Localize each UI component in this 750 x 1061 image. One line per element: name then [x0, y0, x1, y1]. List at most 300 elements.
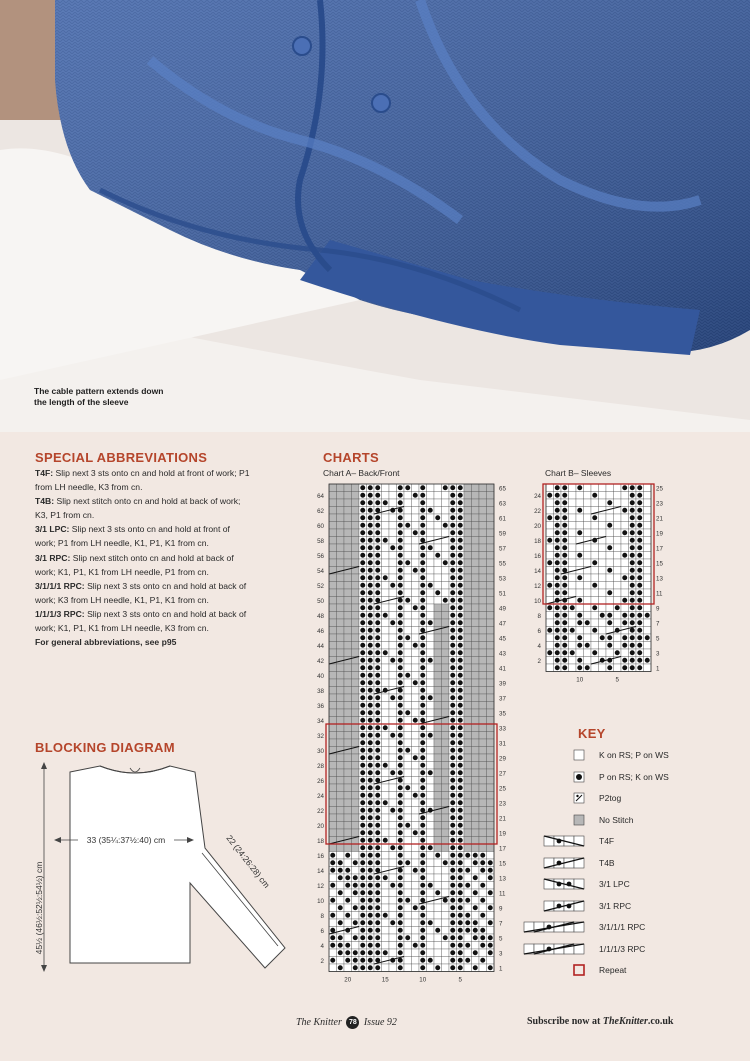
abbreviation-term: 3/1 LPC: [35, 524, 70, 535]
chart-cell [404, 664, 412, 672]
purl-dot [435, 515, 440, 520]
purl-dot [353, 905, 358, 910]
chart-cell [591, 634, 599, 642]
chart-cell [389, 679, 397, 687]
chart-cell [584, 514, 592, 522]
purl-dot [360, 838, 365, 843]
chart-cell [479, 822, 487, 830]
purl-dot [375, 710, 380, 715]
purl-dot [458, 515, 463, 520]
chart-cell [352, 582, 360, 590]
purl-dot [488, 905, 493, 910]
chart-cell [382, 642, 390, 650]
purl-dot [368, 665, 373, 670]
chart-cell [337, 807, 345, 815]
purl-dot [547, 583, 552, 588]
purl-dot [360, 725, 365, 730]
chart-cell [487, 529, 495, 537]
chart-cell [442, 852, 450, 860]
chart-cell [329, 619, 337, 627]
chart-cell [382, 889, 390, 897]
chart-cell [382, 484, 390, 492]
chart-cell [472, 567, 480, 575]
chart-cell [337, 784, 345, 792]
chart-cell [479, 739, 487, 747]
purl-dot [375, 643, 380, 648]
chart-cell [546, 612, 554, 620]
purl-dot [547, 538, 552, 543]
purl-dot [465, 958, 470, 963]
chart-cell [329, 724, 337, 732]
chart-cell [389, 852, 397, 860]
purl-dot [375, 860, 380, 865]
row-label-left: 14 [534, 567, 541, 575]
chart-cell [329, 544, 337, 552]
row-label-left: 26 [317, 777, 324, 785]
chart-cell [644, 567, 652, 575]
row-label-right: 13 [499, 875, 506, 883]
chart-cell [427, 514, 435, 522]
chart-cell [472, 559, 480, 567]
chart-cell [479, 732, 487, 740]
purl-dot [622, 530, 627, 535]
chart-cell [404, 582, 412, 590]
chart-cell [614, 492, 622, 500]
chart-cell [487, 604, 495, 612]
purl-dot [398, 673, 403, 678]
chart-cell [591, 499, 599, 507]
chart-cell [464, 904, 472, 912]
chart-cell [412, 649, 420, 657]
chart-cell [487, 582, 495, 590]
purl-dot [547, 650, 552, 655]
purl-dot [450, 650, 455, 655]
blocking-diagram-title: BLOCKING DIAGRAM [35, 740, 175, 755]
purl-dot [488, 868, 493, 873]
purl-dot [615, 605, 620, 610]
chart-a-subtitle: Chart A– Back/Front [323, 468, 400, 478]
chart-cell [352, 739, 360, 747]
purl-dot [375, 620, 380, 625]
row-label-right: 49 [499, 605, 506, 613]
purl-dot [570, 628, 575, 633]
purl-dot [390, 620, 395, 625]
purl-dot [383, 838, 388, 843]
purl-dot [375, 905, 380, 910]
chart-cell [599, 567, 607, 575]
chart-cell [329, 919, 337, 927]
chart-cell [614, 552, 622, 560]
chart-cell [464, 484, 472, 492]
chart-cell [442, 964, 450, 972]
chart-cell [389, 747, 397, 755]
purl-dot [622, 658, 627, 663]
chart-cell [352, 717, 360, 725]
purl-dot [637, 575, 642, 580]
purl-dot [562, 635, 567, 640]
chart-cell [464, 597, 472, 605]
purl-dot [368, 568, 373, 573]
purl-dot [398, 688, 403, 693]
purl-dot [637, 605, 642, 610]
row-label-left: 10 [534, 597, 541, 605]
purl-dot [458, 703, 463, 708]
chart-cell [382, 844, 390, 852]
chart-cell [434, 709, 442, 717]
chart-cell [389, 664, 397, 672]
row-label-left: 20 [317, 822, 324, 830]
purl-dot [375, 538, 380, 543]
chart-cell [427, 687, 435, 695]
chart-cell [464, 537, 472, 545]
purl-dot [562, 553, 567, 558]
purl-dot [488, 890, 493, 895]
purl-dot [375, 545, 380, 550]
chart-cell [434, 642, 442, 650]
chart-cell [487, 612, 495, 620]
rpc-3111-icon [524, 921, 594, 933]
chart-cell [464, 829, 472, 837]
purl-dot [360, 778, 365, 783]
chart-cell [434, 844, 442, 852]
purl-dot [465, 868, 470, 873]
purl-dot [630, 658, 635, 663]
purl-dot [450, 703, 455, 708]
chart-cell [644, 589, 652, 597]
chart-cell [352, 484, 360, 492]
purl-dot [345, 958, 350, 963]
purl-dot [375, 718, 380, 723]
chart-cell [434, 657, 442, 665]
chart-cell [621, 514, 629, 522]
purl-dot [592, 628, 597, 633]
purl-dot [405, 485, 410, 490]
chart-cell [434, 634, 442, 642]
purl-dot [458, 560, 463, 565]
chart-cell [479, 814, 487, 822]
abbreviation-item [35, 522, 250, 550]
general-abbreviations-note[interactable]: For general abbreviations, see p95 [35, 637, 177, 648]
purl-dot [368, 898, 373, 903]
chart-cell [576, 627, 584, 635]
purl-dot [458, 740, 463, 745]
chart-cell [412, 919, 420, 927]
purl-dot [413, 643, 418, 648]
charts-title: CHARTS [323, 450, 379, 465]
purl-dot [607, 620, 612, 625]
chart-cell [329, 597, 337, 605]
chart-cell [434, 724, 442, 732]
chart-cell [479, 702, 487, 710]
chart-cell [434, 777, 442, 785]
chart-cell [352, 732, 360, 740]
chart-cell [404, 874, 412, 882]
chart-cell [599, 642, 607, 650]
purl-dot [645, 658, 650, 663]
chart-cell [427, 522, 435, 530]
chart-cell [427, 492, 435, 500]
chart-cell [464, 672, 472, 680]
row-label-left: 18 [317, 837, 324, 845]
chart-cell [404, 694, 412, 702]
chart-cell [644, 544, 652, 552]
chart-cell [352, 574, 360, 582]
chart-cell [584, 604, 592, 612]
purl-dot [637, 628, 642, 633]
chart-cell [464, 559, 472, 567]
purl-dot [413, 530, 418, 535]
chart-cell [487, 844, 495, 852]
purl-dot [420, 680, 425, 685]
chart-cell [464, 514, 472, 522]
chart-cell [329, 754, 337, 762]
chart-cell [382, 882, 390, 890]
purl-dot [360, 808, 365, 813]
rpc-1113-icon [524, 943, 594, 955]
chart-cell [427, 949, 435, 957]
chart-cell [464, 687, 472, 695]
chart-cell [329, 814, 337, 822]
purl-dot [637, 658, 642, 663]
chart-cell [614, 514, 622, 522]
purl-dot [368, 868, 373, 873]
row-label-right: 9 [499, 905, 503, 913]
chart-cell [382, 619, 390, 627]
purl-dot [420, 860, 425, 865]
chart-cell [337, 507, 345, 515]
chart-cell [487, 762, 495, 770]
purl-dot [375, 830, 380, 835]
purl-dot [458, 883, 463, 888]
chart-cell [382, 694, 390, 702]
purl-dot [630, 620, 635, 625]
chart-cell [412, 762, 420, 770]
chart-cell [337, 559, 345, 567]
chart-cell [389, 934, 397, 942]
purl-dot [368, 845, 373, 850]
chart-cell [389, 529, 397, 537]
chart-cell [427, 649, 435, 657]
purl-dot [398, 725, 403, 730]
chart-cell [329, 589, 337, 597]
purl-dot [458, 718, 463, 723]
purl-dot [405, 860, 410, 865]
purl-dot [562, 590, 567, 595]
purl-dot [375, 688, 380, 693]
chart-cell [644, 484, 652, 492]
chart-cell [614, 522, 622, 530]
purl-dot [577, 598, 582, 603]
chart-cell [606, 529, 614, 537]
chart-cell [389, 874, 397, 882]
purl-dot [458, 770, 463, 775]
chart-cell [644, 597, 652, 605]
purl-dot [398, 928, 403, 933]
chart-cell [644, 642, 652, 650]
chart-cell [584, 634, 592, 642]
chart-cell [412, 934, 420, 942]
purl-dot [360, 575, 365, 580]
purl-dot [368, 643, 373, 648]
stitch-label: 10 [419, 976, 427, 984]
purl-dot [443, 935, 448, 940]
purl-dot [375, 725, 380, 730]
purl-dot [420, 613, 425, 618]
lpc-icon [524, 878, 594, 890]
chart-cell [472, 499, 480, 507]
chart-cell [606, 514, 614, 522]
chart-cell [404, 942, 412, 950]
purl-dot [637, 508, 642, 513]
chart-cell [427, 604, 435, 612]
chart-cell [464, 717, 472, 725]
purl-dot [398, 493, 403, 498]
chart-cell [389, 739, 397, 747]
purl-dot [345, 913, 350, 918]
chart-cell [352, 604, 360, 612]
row-label-left: 22 [317, 807, 324, 815]
purl-dot [368, 808, 373, 813]
chart-cell [472, 537, 480, 545]
key-label: 1/1/1/3 RPC [599, 943, 646, 954]
chart-cell [344, 784, 352, 792]
purl-dot [577, 665, 582, 670]
chart-cell [644, 552, 652, 560]
chart-cell [479, 657, 487, 665]
chart-cell [352, 499, 360, 507]
chart-cell [442, 777, 450, 785]
chart-cell [464, 664, 472, 672]
purl-dot [420, 583, 425, 588]
chart-cell [412, 589, 420, 597]
abbreviation-text: Slip next 3 sts onto cn and hold at back of work; K1, P1, K1 from LH needle, K3 from cn. [35, 608, 247, 634]
chart-cell [479, 829, 487, 837]
chart-cell [412, 874, 420, 882]
row-label-left: 46 [317, 627, 324, 635]
purl-dot [398, 905, 403, 910]
chart-cell [352, 612, 360, 620]
chart-cell [352, 679, 360, 687]
magazine-name: The Knitter [296, 1016, 342, 1028]
abbreviation-term: 3/1 RPC: [35, 552, 71, 563]
purl-dot [398, 770, 403, 775]
chart-cell [442, 919, 450, 927]
chart-cell [412, 859, 420, 867]
purl-dot [390, 808, 395, 813]
chart-cell [404, 679, 412, 687]
purl-dot [458, 605, 463, 610]
row-label-left: 48 [317, 612, 324, 620]
purl-dot [577, 508, 582, 513]
chart-cell [382, 807, 390, 815]
purl-dot [637, 485, 642, 490]
chart-cell [382, 709, 390, 717]
purl-dot [473, 875, 478, 880]
purl-dot [630, 545, 635, 550]
purl-dot [368, 770, 373, 775]
purl-dot [450, 875, 455, 880]
chart-cell [412, 784, 420, 792]
chart-cell [412, 777, 420, 785]
purl-dot [450, 785, 455, 790]
chart-cell [329, 889, 337, 897]
purl-dot [405, 748, 410, 753]
chart-cell [472, 762, 480, 770]
chart-cell [352, 784, 360, 792]
chart-cell [434, 544, 442, 552]
purl-dot [555, 635, 560, 640]
chart-cell [584, 544, 592, 552]
subscribe-site[interactable]: TheKnitter [602, 1016, 648, 1027]
purl-dot [413, 568, 418, 573]
purl-dot [360, 950, 365, 955]
chart-cell [389, 927, 397, 935]
purl-dot [360, 523, 365, 528]
purl-dot [353, 958, 358, 963]
chart-cell [352, 492, 360, 500]
chart-cell [479, 544, 487, 552]
purl-dot [420, 875, 425, 880]
purl-dot [353, 890, 358, 895]
chart-cell [464, 739, 472, 747]
chart-cell [404, 627, 412, 635]
chart-cell [404, 687, 412, 695]
purl-dot [398, 943, 403, 948]
chart-cell [464, 874, 472, 882]
chart-cell [344, 792, 352, 800]
chart-cell [442, 829, 450, 837]
chart-cell [479, 582, 487, 590]
purl-dot [458, 688, 463, 693]
purl-dot [420, 718, 425, 723]
chart-cell [472, 799, 480, 807]
abbreviation-item [35, 466, 250, 494]
purl-dot [420, 733, 425, 738]
purl-dot [375, 493, 380, 498]
chart-cell [487, 852, 495, 860]
purl-dot [345, 875, 350, 880]
chart-cell [434, 694, 442, 702]
purl-dot [375, 800, 380, 805]
chart-cell [404, 552, 412, 560]
purl-dot [398, 553, 403, 558]
chart-cell [472, 679, 480, 687]
chart-cell [442, 642, 450, 650]
purl-dot [443, 523, 448, 528]
purl-dot [450, 793, 455, 798]
purl-dot [473, 890, 478, 895]
chart-cell [464, 702, 472, 710]
chart-cell [329, 672, 337, 680]
purl-dot [368, 740, 373, 745]
chart-cell [344, 814, 352, 822]
purl-dot [458, 725, 463, 730]
purl-dot [547, 493, 552, 498]
purl-dot [353, 883, 358, 888]
chart-cell [404, 792, 412, 800]
chart-cell [487, 567, 495, 575]
purl-dot [458, 545, 463, 550]
chart-cell [404, 867, 412, 875]
purl-dot [458, 898, 463, 903]
purl-dot [398, 808, 403, 813]
chart-cell [479, 522, 487, 530]
purl-dot [368, 860, 373, 865]
purl-dot [375, 560, 380, 565]
purl-dot [368, 883, 373, 888]
chart-cell [344, 582, 352, 590]
chart-cell [487, 754, 495, 762]
